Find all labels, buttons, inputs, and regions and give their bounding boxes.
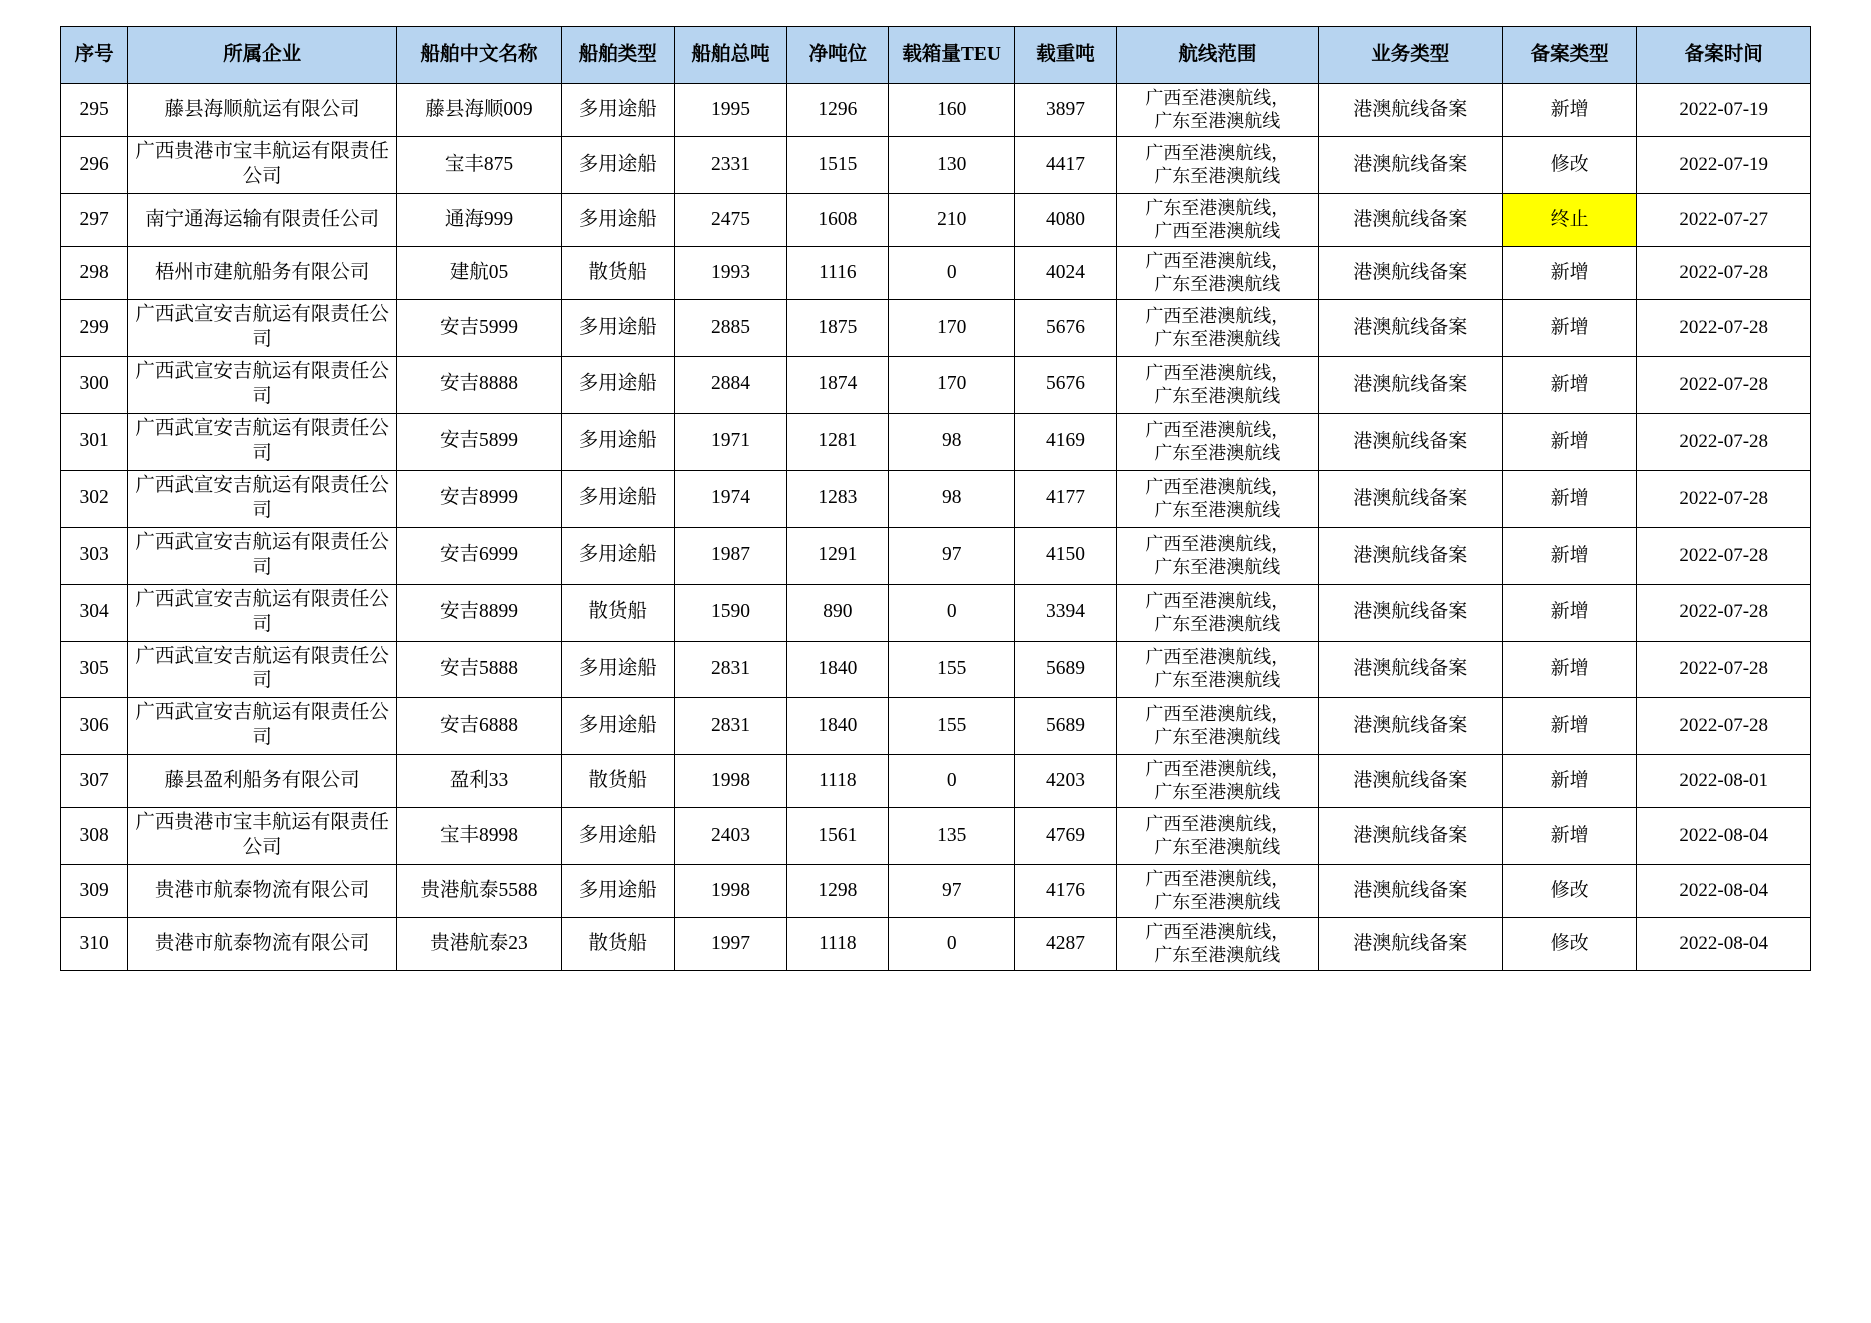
route-line-1: 广西至港澳航线， [1145,869,1290,890]
cell-record-date: 2022-07-19 [1637,84,1811,137]
cell-net-tonnage: 1561 [787,808,889,865]
cell-ship-type: 多用途船 [561,137,674,194]
cell-deadweight: 5676 [1015,357,1117,414]
column-header-ship-type: 船舶类型 [561,27,674,84]
cell-company: 南宁通海运输有限责任公司 [128,193,397,246]
cell-seq: 301 [61,413,128,470]
cell-teu: 0 [889,247,1015,300]
cell-teu: 210 [889,193,1015,246]
cell-teu: 0 [889,918,1015,971]
column-header-deadweight: 载重吨 [1015,27,1117,84]
cell-route [1116,527,1318,584]
table-row [61,84,1811,137]
cell-ship-name: 安吉5888 [397,641,562,698]
cell-record-type: 新增 [1502,470,1636,527]
cell-route [1116,698,1318,755]
cell-record-type: 新增 [1502,300,1636,357]
cell-ship-name: 安吉8888 [397,357,562,414]
cell-gross-tonnage: 1590 [674,584,787,641]
table-row [61,698,1811,755]
cell-ship-type: 散货船 [561,918,674,971]
cell-seq: 299 [61,300,128,357]
table-row [61,755,1811,808]
table-row [61,193,1811,246]
cell-teu: 130 [889,137,1015,194]
route-line-2: 广东至港澳航线 [1154,274,1281,295]
cell-route [1116,247,1318,300]
route-line-1: 广西至港澳航线， [1145,590,1290,611]
cell-company: 梧州市建航船务有限公司 [128,247,397,300]
cell-record-date: 2022-08-01 [1637,755,1811,808]
cell-gross-tonnage: 1971 [674,413,787,470]
route-line-2: 广东至港澳航线 [1154,556,1281,577]
table-row [61,470,1811,527]
ship-record-table [60,26,1811,971]
cell-route [1116,641,1318,698]
cell-ship-name: 安吉6999 [397,527,562,584]
cell-seq: 296 [61,137,128,194]
cell-ship-type: 散货船 [561,584,674,641]
cell-record-type-highlighted: 终止 [1502,193,1636,246]
cell-gross-tonnage: 2403 [674,808,787,865]
cell-record-date: 2022-07-28 [1637,698,1811,755]
table-row [61,918,1811,971]
cell-net-tonnage: 890 [787,584,889,641]
cell-net-tonnage: 1283 [787,470,889,527]
cell-route [1116,918,1318,971]
cell-ship-name: 建航05 [397,247,562,300]
cell-net-tonnage: 1118 [787,755,889,808]
cell-deadweight: 4417 [1015,137,1117,194]
cell-ship-type: 多用途船 [561,470,674,527]
route-line-2: 广东至港澳航线 [1154,670,1281,691]
cell-record-date: 2022-07-28 [1637,300,1811,357]
cell-ship-type: 多用途船 [561,527,674,584]
cell-ship-name: 宝丰8998 [397,808,562,865]
cell-ship-name: 安吉8899 [397,584,562,641]
cell-business-type: 港澳航线备案 [1318,357,1502,414]
cell-seq: 298 [61,247,128,300]
cell-deadweight: 4176 [1015,865,1117,918]
cell-record-type: 新增 [1502,641,1636,698]
cell-seq: 309 [61,865,128,918]
cell-seq: 300 [61,357,128,414]
cell-record-type: 新增 [1502,698,1636,755]
cell-teu: 170 [889,300,1015,357]
cell-gross-tonnage: 2331 [674,137,787,194]
cell-deadweight: 3394 [1015,584,1117,641]
cell-business-type: 港澳航线备案 [1318,755,1502,808]
cell-route [1116,755,1318,808]
table-row [61,527,1811,584]
table-row [61,808,1811,865]
cell-ship-name: 宝丰875 [397,137,562,194]
cell-net-tonnage: 1296 [787,84,889,137]
route-line-1: 广西至港澳航线， [1145,759,1290,780]
cell-deadweight: 4177 [1015,470,1117,527]
cell-company: 藤县盈利船务有限公司 [128,755,397,808]
cell-ship-type: 散货船 [561,247,674,300]
cell-gross-tonnage: 1997 [674,918,787,971]
cell-record-date: 2022-08-04 [1637,865,1811,918]
route-line-2: 广东至港澳航线 [1154,945,1281,966]
cell-seq: 306 [61,698,128,755]
cell-company: 广西贵港市宝丰航运有限责任公司 [128,137,397,194]
cell-ship-type: 多用途船 [561,698,674,755]
column-header-record-type: 备案类型 [1502,27,1636,84]
cell-deadweight: 4024 [1015,247,1117,300]
cell-gross-tonnage: 1987 [674,527,787,584]
route-line-2: 广东至港澳航线 [1154,329,1281,350]
route-line-1: 广西至港澳航线， [1145,142,1290,163]
cell-record-type: 修改 [1502,918,1636,971]
cell-deadweight: 4287 [1015,918,1117,971]
cell-record-date: 2022-08-04 [1637,808,1811,865]
route-line-1: 广西至港澳航线， [1145,306,1290,327]
cell-company: 广西武宣安吉航运有限责任公司 [128,698,397,755]
cell-deadweight: 5689 [1015,641,1117,698]
cell-record-date: 2022-07-28 [1637,527,1811,584]
cell-deadweight: 4769 [1015,808,1117,865]
table-row [61,413,1811,470]
cell-record-date: 2022-07-19 [1637,137,1811,194]
cell-business-type: 港澳航线备案 [1318,137,1502,194]
cell-company: 广西武宣安吉航运有限责任公司 [128,584,397,641]
cell-net-tonnage: 1840 [787,698,889,755]
route-line-1: 广西至港澳航线， [1145,814,1290,835]
cell-company: 广西武宣安吉航运有限责任公司 [128,641,397,698]
route-line-1: 广西至港澳航线， [1145,647,1290,668]
cell-company: 广西武宣安吉航运有限责任公司 [128,470,397,527]
cell-teu: 97 [889,527,1015,584]
cell-ship-type: 散货船 [561,755,674,808]
route-line-1: 广西至港澳航线， [1145,419,1290,440]
route-line-1: 广西至港澳航线， [1145,704,1290,725]
column-header-teu: 载箱量TEU [889,27,1015,84]
cell-record-date: 2022-07-27 [1637,193,1811,246]
cell-ship-type: 多用途船 [561,193,674,246]
cell-teu: 155 [889,698,1015,755]
cell-ship-name: 通海999 [397,193,562,246]
cell-gross-tonnage: 2831 [674,641,787,698]
cell-seq: 304 [61,584,128,641]
cell-record-type: 新增 [1502,755,1636,808]
cell-business-type: 港澳航线备案 [1318,698,1502,755]
cell-deadweight: 5676 [1015,300,1117,357]
cell-company: 广西贵港市宝丰航运有限责任公司 [128,808,397,865]
cell-business-type: 港澳航线备案 [1318,584,1502,641]
cell-ship-type: 多用途船 [561,300,674,357]
cell-business-type: 港澳航线备案 [1318,300,1502,357]
route-line-2: 广东至港澳航线 [1154,613,1281,634]
cell-business-type: 港澳航线备案 [1318,413,1502,470]
cell-net-tonnage: 1298 [787,865,889,918]
cell-business-type: 港澳航线备案 [1318,193,1502,246]
cell-net-tonnage: 1874 [787,357,889,414]
cell-record-type: 新增 [1502,84,1636,137]
table-row [61,865,1811,918]
cell-record-type: 新增 [1502,247,1636,300]
cell-net-tonnage: 1116 [787,247,889,300]
cell-seq: 305 [61,641,128,698]
cell-record-type: 新增 [1502,584,1636,641]
cell-net-tonnage: 1291 [787,527,889,584]
cell-teu: 98 [889,470,1015,527]
route-line-1: 广西至港澳航线， [1145,362,1290,383]
table-row [61,300,1811,357]
cell-gross-tonnage: 2831 [674,698,787,755]
cell-ship-type: 多用途船 [561,413,674,470]
cell-seq: 310 [61,918,128,971]
cell-ship-name: 安吉8999 [397,470,562,527]
table-header-row [61,27,1811,84]
cell-business-type: 港澳航线备案 [1318,470,1502,527]
cell-teu: 135 [889,808,1015,865]
route-line-2: 广东至港澳航线 [1154,385,1281,406]
cell-net-tonnage: 1840 [787,641,889,698]
cell-ship-name: 贵港航泰5588 [397,865,562,918]
route-line-1: 广东至港澳航线， [1145,197,1290,218]
cell-seq: 297 [61,193,128,246]
cell-route [1116,865,1318,918]
cell-route [1116,357,1318,414]
cell-ship-type: 多用途船 [561,808,674,865]
cell-gross-tonnage: 1993 [674,247,787,300]
route-line-1: 广西至港澳航线， [1145,88,1290,108]
route-line-1: 广西至港澳航线， [1145,533,1290,554]
cell-ship-name: 安吉6888 [397,698,562,755]
cell-ship-type: 多用途船 [561,84,674,137]
cell-ship-name: 藤县海顺009 [397,84,562,137]
route-line-2: 广东至港澳航线 [1154,442,1281,463]
cell-company: 藤县海顺航运有限公司 [128,84,397,137]
cell-teu: 97 [889,865,1015,918]
cell-deadweight: 5689 [1015,698,1117,755]
table-row [61,247,1811,300]
cell-record-date: 2022-07-28 [1637,584,1811,641]
cell-ship-name: 安吉5999 [397,300,562,357]
cell-business-type: 港澳航线备案 [1318,918,1502,971]
cell-ship-type: 多用途船 [561,865,674,918]
column-header-net-tonnage: 净吨位 [787,27,889,84]
route-line-2: 广东至港澳航线 [1154,782,1281,803]
route-line-2: 广东至港澳航线 [1154,166,1281,187]
cell-business-type: 港澳航线备案 [1318,84,1502,137]
route-line-2: 广东至港澳航线 [1154,837,1281,858]
cell-seq: 303 [61,527,128,584]
cell-teu: 0 [889,584,1015,641]
cell-route [1116,584,1318,641]
cell-business-type: 港澳航线备案 [1318,247,1502,300]
route-line-2: 广东至港澳航线 [1154,111,1281,132]
cell-ship-type: 多用途船 [561,357,674,414]
cell-teu: 155 [889,641,1015,698]
cell-seq: 307 [61,755,128,808]
cell-gross-tonnage: 1998 [674,755,787,808]
cell-record-type: 新增 [1502,527,1636,584]
cell-route [1116,193,1318,246]
cell-business-type: 港澳航线备案 [1318,808,1502,865]
route-line-2: 广西至港澳航线 [1154,221,1281,241]
cell-net-tonnage: 1608 [787,193,889,246]
column-header-company: 所属企业 [128,27,397,84]
cell-record-type: 修改 [1502,137,1636,194]
cell-company: 贵港市航泰物流有限公司 [128,918,397,971]
cell-deadweight: 4150 [1015,527,1117,584]
cell-route [1116,300,1318,357]
cell-ship-name: 贵港航泰23 [397,918,562,971]
column-header-record-date: 备案时间 [1637,27,1811,84]
route-line-2: 广东至港澳航线 [1154,499,1281,520]
cell-company: 广西武宣安吉航运有限责任公司 [128,357,397,414]
cell-route [1116,808,1318,865]
route-line-2: 广东至港澳航线 [1154,727,1281,748]
cell-net-tonnage: 1515 [787,137,889,194]
column-header-gross-tonnage: 船舶总吨 [674,27,787,84]
cell-teu: 98 [889,413,1015,470]
route-line-1: 广西至港澳航线， [1145,251,1290,272]
column-header-seq: 序号 [61,27,128,84]
cell-seq: 308 [61,808,128,865]
cell-record-date: 2022-07-28 [1637,470,1811,527]
cell-deadweight: 4080 [1015,193,1117,246]
cell-gross-tonnage: 2475 [674,193,787,246]
cell-net-tonnage: 1281 [787,413,889,470]
cell-gross-tonnage: 1998 [674,865,787,918]
table-row [61,357,1811,414]
cell-deadweight: 4203 [1015,755,1117,808]
cell-seq: 302 [61,470,128,527]
cell-net-tonnage: 1118 [787,918,889,971]
cell-record-date: 2022-07-28 [1637,247,1811,300]
cell-record-type: 新增 [1502,357,1636,414]
cell-record-date: 2022-08-04 [1637,918,1811,971]
cell-gross-tonnage: 1974 [674,470,787,527]
cell-teu: 170 [889,357,1015,414]
column-header-ship-name: 船舶中文名称 [397,27,562,84]
cell-record-type: 新增 [1502,413,1636,470]
cell-route [1116,470,1318,527]
cell-ship-name: 安吉5899 [397,413,562,470]
cell-record-type: 修改 [1502,865,1636,918]
cell-gross-tonnage: 1995 [674,84,787,137]
cell-company: 广西武宣安吉航运有限责任公司 [128,300,397,357]
cell-record-date: 2022-07-28 [1637,357,1811,414]
cell-route [1116,84,1318,137]
cell-seq: 295 [61,84,128,137]
cell-record-type: 新增 [1502,808,1636,865]
table-row [61,641,1811,698]
cell-deadweight: 4169 [1015,413,1117,470]
cell-gross-tonnage: 2885 [674,300,787,357]
route-line-1: 广西至港澳航线， [1145,476,1290,497]
cell-company: 贵港市航泰物流有限公司 [128,865,397,918]
table-row [61,584,1811,641]
route-line-2: 广东至港澳航线 [1154,892,1281,913]
cell-deadweight: 3897 [1015,84,1117,137]
cell-ship-name: 盈利33 [397,755,562,808]
cell-record-date: 2022-07-28 [1637,641,1811,698]
route-line-1: 广西至港澳航线， [1145,922,1290,943]
cell-net-tonnage: 1875 [787,300,889,357]
cell-business-type: 港澳航线备案 [1318,865,1502,918]
cell-teu: 0 [889,755,1015,808]
cell-ship-type: 多用途船 [561,641,674,698]
cell-company: 广西武宣安吉航运有限责任公司 [128,527,397,584]
cell-route [1116,137,1318,194]
cell-route [1116,413,1318,470]
cell-gross-tonnage: 2884 [674,357,787,414]
cell-teu: 160 [889,84,1015,137]
cell-business-type: 港澳航线备案 [1318,641,1502,698]
cell-company: 广西武宣安吉航运有限责任公司 [128,413,397,470]
cell-business-type: 港澳航线备案 [1318,527,1502,584]
table-row [61,137,1811,194]
column-header-business-type: 业务类型 [1318,27,1502,84]
cell-record-date: 2022-07-28 [1637,413,1811,470]
column-header-route: 航线范围 [1116,27,1318,84]
table-body [61,84,1811,971]
